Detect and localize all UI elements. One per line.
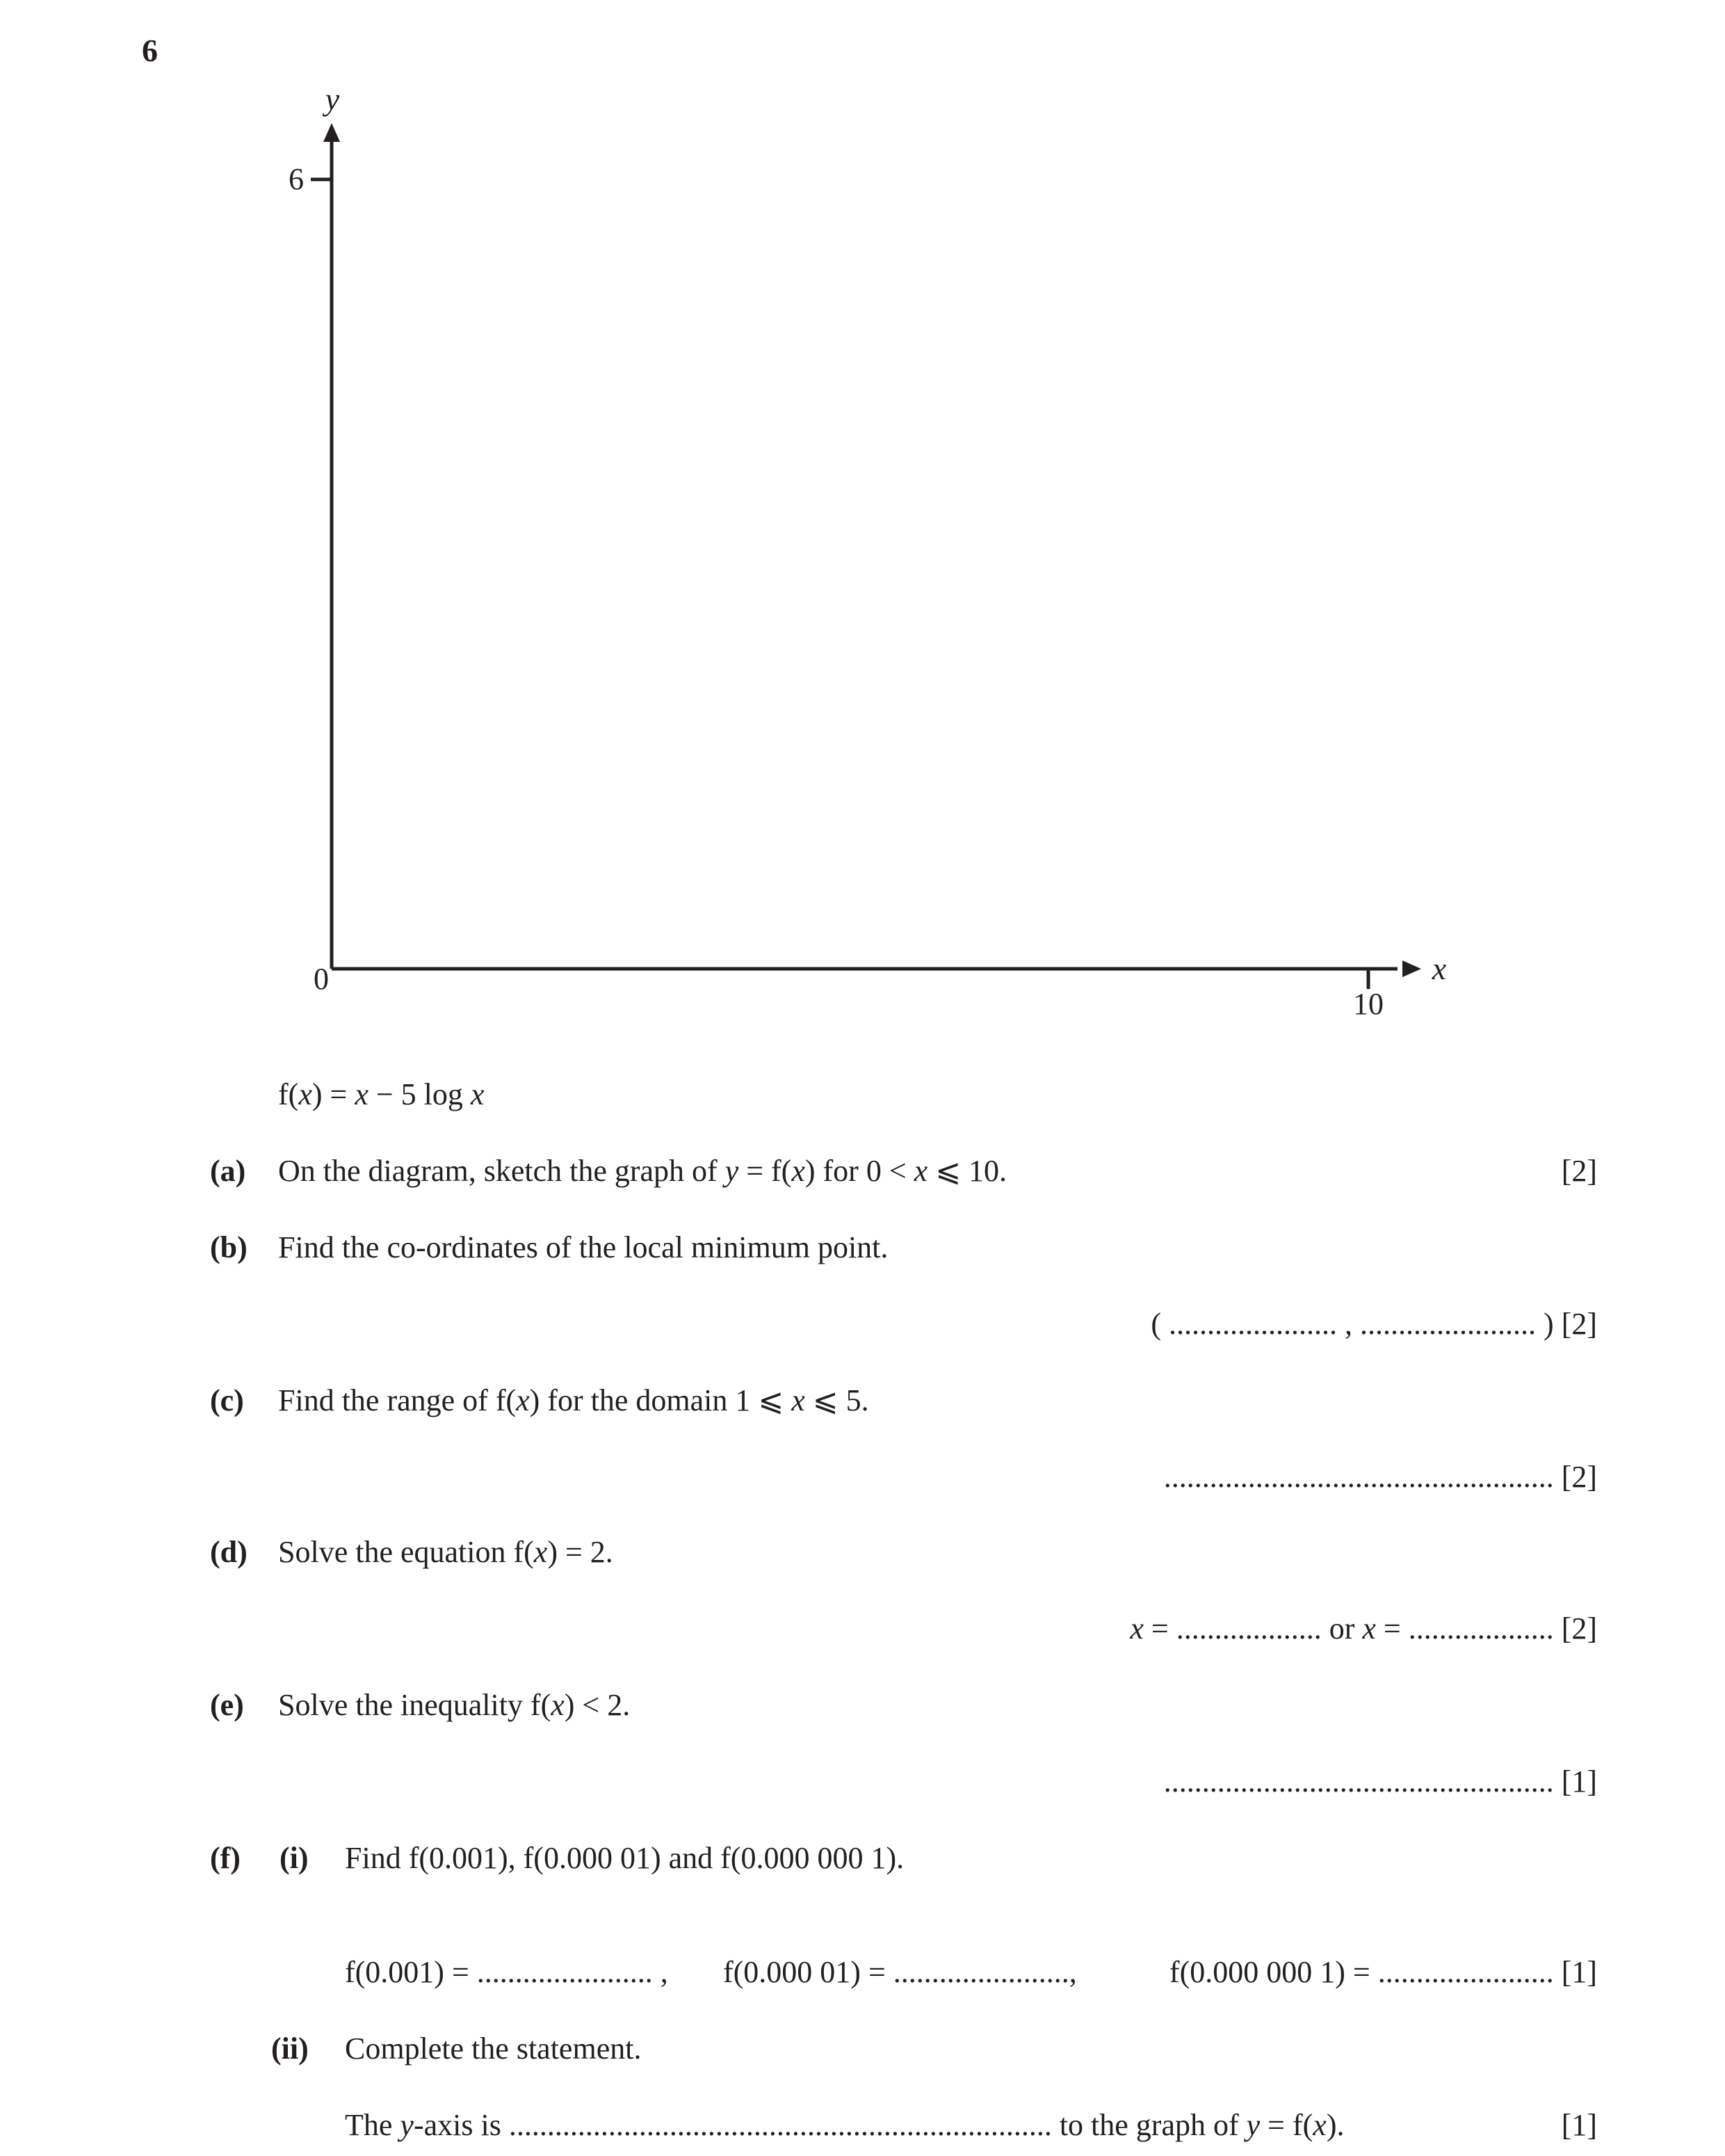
- page-number: 6: [142, 33, 158, 68]
- part-b-label: (b): [210, 1230, 248, 1264]
- part-d-question: Solve the equation f(x) = 2.: [278, 1535, 613, 1569]
- part-e-label: (e): [210, 1688, 244, 1722]
- part-b-question: Find the co-ordinates of the local minimum point.: [278, 1230, 889, 1264]
- part-f-label: (f): [210, 1841, 241, 1875]
- x-axis-label: x: [1432, 951, 1447, 986]
- part-f-i-label: (i): [280, 1841, 309, 1875]
- part-f-i-question: Find f(0.001), f(0.000 01) and f(0.000 000 1).: [345, 1841, 905, 1875]
- part-f-ii-statement[interactable]: The y-axis is ....................................................................... to the graph of y = f(x).: [345, 2108, 1345, 2142]
- part-f-ii-question: Complete the statement.: [345, 2032, 642, 2066]
- part-c-question: Find the range of f(x) for the domain 1 ⩽ x ⩽ 5.: [278, 1383, 869, 1417]
- function-definition: f(x) = x − 5 log x: [278, 1077, 485, 1111]
- part-c-label: (c): [210, 1383, 244, 1417]
- part-f-ii-marks: [1]: [1561, 2108, 1597, 2142]
- part-b-answer-line[interactable]: ( ...................... , ....................... ) [2]: [1151, 1307, 1597, 1341]
- part-f-i-answer-2[interactable]: f(0.000 01) = .......................,: [723, 1955, 1077, 1989]
- part-d-label: (d): [210, 1535, 248, 1569]
- x-tick-label: 10: [1353, 987, 1384, 1021]
- part-f-ii-label: (ii): [271, 2032, 309, 2066]
- part-a-label: (a): [210, 1154, 246, 1188]
- part-f-i-answer-1[interactable]: f(0.001) = ....................... ,: [345, 1955, 668, 1989]
- y-axis-label: y: [325, 81, 340, 117]
- y-tick-label: 6: [289, 162, 304, 196]
- y-axis-arrowhead: [323, 123, 340, 142]
- part-d-answer-line[interactable]: x = ................... or x = ................... [2]: [1130, 1611, 1597, 1646]
- x-axis-arrowhead: [1402, 960, 1421, 977]
- part-a-marks: [2]: [1561, 1154, 1597, 1188]
- axes-diagram: [0, 0, 1725, 1043]
- part-a-question: On the diagram, sketch the graph of y = f(x) for 0 < x ⩽ 10.: [278, 1154, 1007, 1188]
- part-c-answer-line[interactable]: ................................................... [2]: [1163, 1460, 1597, 1494]
- part-e-question: Solve the inequality f(x) < 2.: [278, 1688, 631, 1722]
- part-f-i-answer-3[interactable]: f(0.000 000 1) = ....................... [1]: [1169, 1955, 1597, 1989]
- part-e-answer-line[interactable]: ................................................... [1]: [1163, 1764, 1597, 1799]
- origin-label: 0: [314, 962, 329, 996]
